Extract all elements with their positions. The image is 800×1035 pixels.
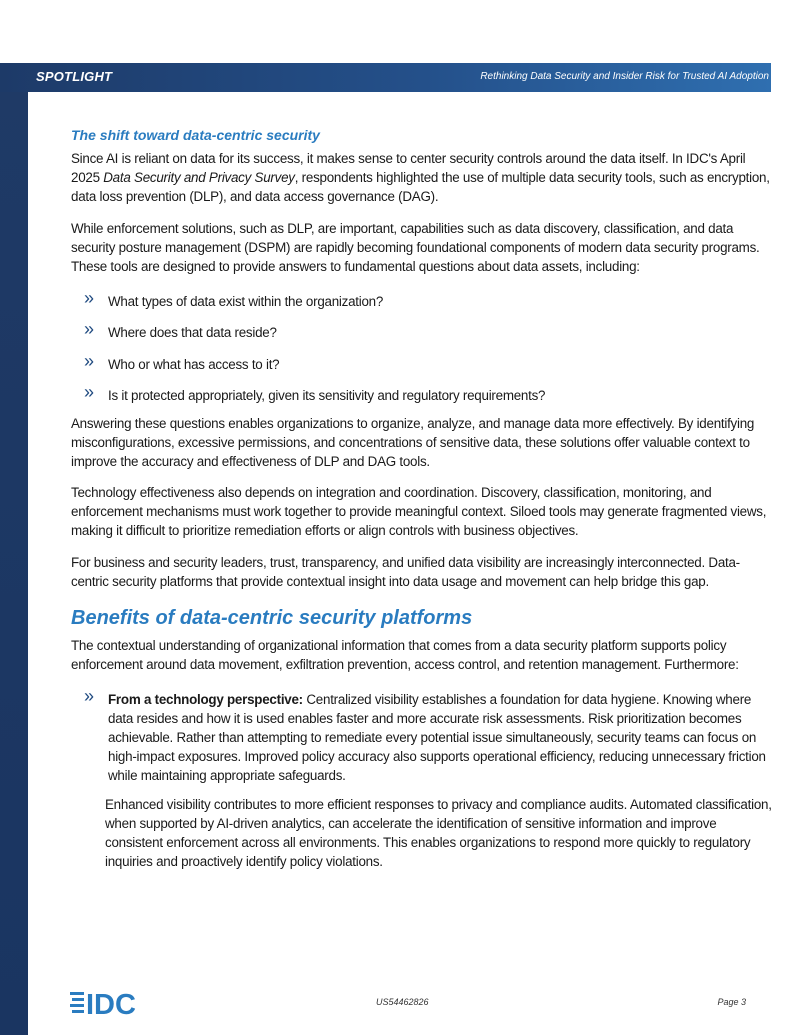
document-title: Rethinking Data Security and Insider Risk for Trusted AI Adoption [480,71,769,82]
paragraph-visibility: Enhanced visibility contributes to more efficient responses to privacy and compliance audits. Automated classification, when supported by AI-driven analytics, can accelerate the identification of sensitive information and improve consistent enforcement across all environments. This enables organizations to respond more quickly to regulatory inquiries and proactively identify policy violations. [105,797,772,869]
page-number: Page 3 [717,997,746,1007]
list-item: » From a technology perspective: Centralized visibility establishes a foundation for data hygiene. Knowing where data resides and how it is used enables faster and more accurate risk assessments. Risk prioritization becomes achievable. Rather than attempting to remediate every potential issue simultaneously, security teams can focus on high-impact exposures. Improved policy accuracy also supports operational efficiency, reducing unnecessary friction while maintaining appropriate safeguards. [84,686,766,783]
paragraph-intro: Since AI is reliant on data for its success, it makes sense to center security controls around the data itself. In IDC's April 2025 Data Security and Privacy Survey, respondents highlighted the use of multiple data security tools, such as encryption, data loss prevention (DLP), and data access governance (DAG). [71,151,770,204]
chevron-bullet-icon: » [84,351,94,371]
paragraph-enforcement: While enforcement solutions, such as DLP, are important, capabilities such as data discovery, classification, and data security posture management (DSPM) are rapidly becoming foundational components of modern data security programs. These tools are designed to provide answers to fundamental questions about data assets, including: [71,221,760,274]
spotlight-tag: SPOTLIGHT [36,69,113,84]
document-id: US54462826 [376,997,429,1007]
chevron-bullet-icon: » [84,686,94,706]
paragraph-integration: Technology effectiveness also depends on integration and coordination. Discovery, classification, monitoring, and enforcement mechanisms must work together to provide meaningful context. Siloed tools may generate fragmented views, making it difficult to prioritize remediation efforts or align controls with business objectives. [71,485,767,538]
svg-text:IDC: IDC [86,989,136,1018]
left-accent-bar [0,63,28,1035]
paragraph-leaders: For business and security leaders, trust, transparency, and unified data visibility are increasingly interconnected. Data-centric security platforms that provide contextual insight into data usage and movement can help bridge this gap. [71,555,740,589]
chevron-bullet-icon: » [84,382,94,402]
section-heading: Benefits of data-centric security platforms [71,607,473,629]
chevron-bullet-icon: » [84,288,94,308]
paragraph-answering: Answering these questions enables organizations to organize, analyze, and manage data more effectively. By identifying misconfigurations, excessive permissions, and concentrations of sensitive data, these solutions offer valuable context to improve the accuracy and effectiveness of DLP and DAG tools. [71,416,755,469]
paragraph-contextual: The contextual understanding of organizational information that comes from a data security platform supports policy enforcement around data movement, exfiltration prevention, access control, and retention management. Furthermore: [71,638,739,672]
chevron-bullet-icon: » [84,319,94,339]
section-subheading: The shift toward data-centric security [71,127,320,143]
idc-logo [70,988,160,1018]
